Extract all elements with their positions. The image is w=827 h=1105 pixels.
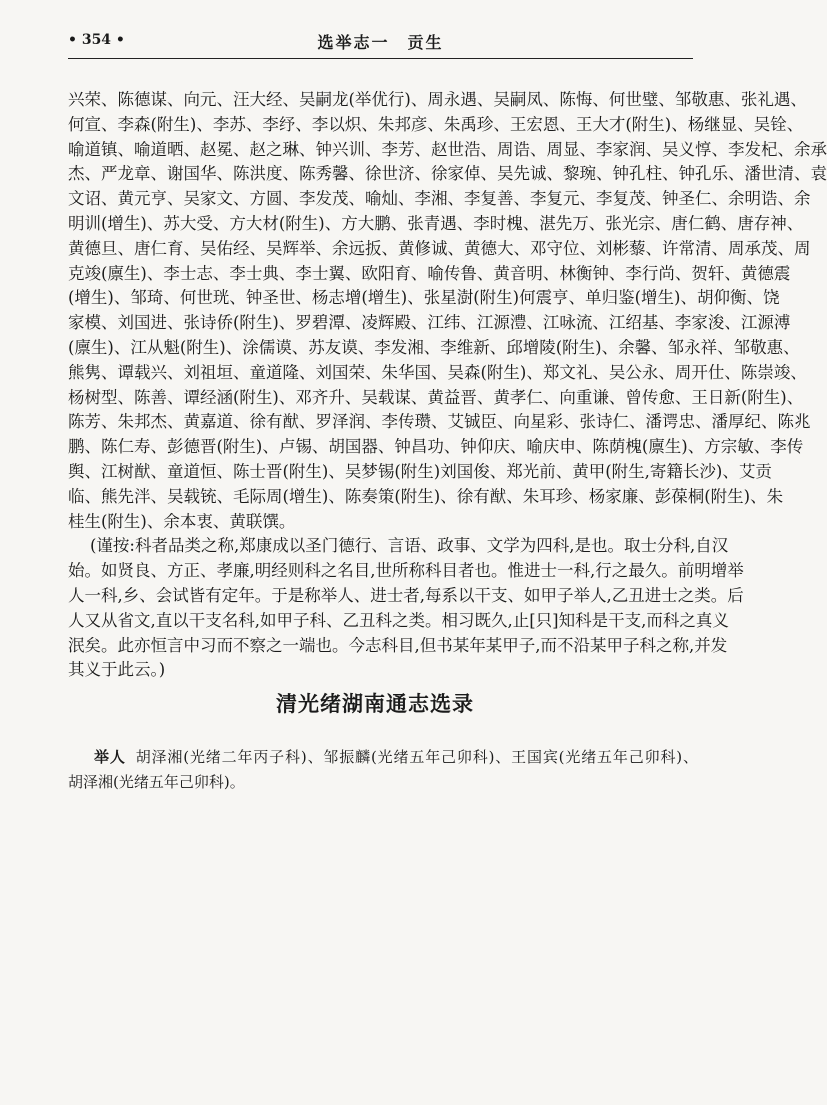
text-line: (谨按:科者品类之称,郑康成以圣门德行、言语、政事、文学为四科,是也。取士分科,自汉 bbox=[90, 536, 729, 556]
text-line: 何宣、李森(附生)、李苏、李纾、李以炽、朱邦彦、朱禹珍、王宏恩、王大才(附生)、杨继显、吴铨、 bbox=[68, 114, 804, 134]
text-line: 人又从省文,直以干支名科,如甲子科、乙丑科之类。相习既久,止[只]知科是干支,而科之真义 bbox=[68, 610, 729, 630]
juren-entry bbox=[68, 745, 698, 795]
section-title: 清光绪湖南通志选录 bbox=[276, 691, 474, 716]
text-line: 明训(增生)、苏大受、方大材(附生)、方大鹏、张青遇、李时槐、湛先万、张光宗、唐仁鹤、唐存神、 bbox=[68, 213, 804, 233]
entry-line bbox=[68, 745, 698, 770]
text-line: 人一科,乡、会试皆有定年。于是称举人、进士者,每系以干支、如甲子举人,乙丑进士之类。后 bbox=[68, 585, 744, 605]
entry-label: 举人 bbox=[94, 748, 126, 766]
body-text bbox=[68, 88, 827, 683]
text-line: 舆、江树猷、童道恒、陈士晋(附生)、吴梦锡(附生)刘国俊、郑光前、黄甲(附生,寄籍长沙)、艾贡 bbox=[68, 461, 772, 481]
text-line: 喻道镇、喻道晒、赵冕、赵之琳、钟兴训、李芳、赵世浩、周诰、周显、李家润、吴义惇、李发杞、余承 bbox=[68, 139, 827, 159]
page-header bbox=[68, 28, 693, 59]
text-line: 始。如贤良、方正、孝廉,明经则科之名目,世所称科目者也。惟进士一科,行之最久。前明增举 bbox=[68, 561, 744, 581]
text-line: 家模、刘国进、张诗侨(附生)、罗碧潭、凌辉殿、江纬、江源澧、江咏流、江绍基、李家浚、江源溥 bbox=[68, 313, 791, 333]
text-line: 陈芳、朱邦杰、黄嘉道、徐有猷、罗泽润、李传瓒、艾铖臣、向星彩、张诗仁、潘谔忠、潘厚纪、陈兆 bbox=[68, 412, 811, 432]
text-line: 杨树型、陈善、谭经涵(附生)、邓齐升、吴载谋、黄益晋、黄孝仁、向重谦、曾传愈、王日新(附生)、 bbox=[68, 387, 804, 407]
text-line: 克竣(廪生)、李士志、李士典、李士翼、欧阳育、喻传鲁、黄音明、林衡钟、李行尚、贺轩、黄德震 bbox=[68, 263, 791, 283]
running-title: 选举志一 贡生 bbox=[317, 33, 444, 52]
entry-line: 胡泽湘(光绪五年己卯科)。 bbox=[68, 772, 245, 791]
entry-text: 胡泽湘(光绪二年丙子科)、邹振麟(光绪五年己卯科)、王国宾(光绪五年己卯科)、 bbox=[135, 748, 698, 766]
text-line: 杰、严龙章、谢国华、陈洪度、陈秀馨、徐世济、徐家倬、吴先诚、黎琬、钟孔柱、钟孔乐、潘世清、袁 bbox=[68, 164, 827, 184]
text-line: 黄德旦、唐仁育、吴佑经、吴辉举、余远扳、黄修诚、黄德大、邓守位、刘彬藜、许常清、周承茂、周 bbox=[68, 238, 811, 258]
text-line: 临、熊先泮、吴载铳、毛际周(增生)、陈奏策(附生)、徐有猷、朱耳珍、杨家廉、彭葆桐(附生)、朱 bbox=[68, 486, 784, 506]
text-line: 兴荣、陈德谋、向元、汪大经、吴嗣龙(举优行)、周永遇、吴嗣凤、陈悔、何世璧、邹敬惠、张礼遇、 bbox=[68, 90, 807, 109]
text-line: 泯矣。此亦恒言中习而不察之一端也。今志科目,但书某年某甲子,而不沿某甲子科之称,并发 bbox=[68, 635, 728, 655]
text-line: 鹏、陈仁寿、彭德晋(附生)、卢锡、胡国器、钟昌功、钟仰庆、喻庆申、陈荫槐(廪生)、方宗敏、李传 bbox=[68, 437, 804, 457]
text-line: 熊隽、谭载兴、刘祖垣、童道隆、刘国荣、朱华国、吴森(附生)、郑文礼、吴公永、周开仕、陈崇竣、 bbox=[68, 362, 807, 382]
text-line: 桂生(附生)、余本衷、黄联馔。 bbox=[68, 511, 296, 531]
text-line: 文诏、黄元亨、吴家文、方圆、李发茂、喻灿、李湘、李复善、李复元、李复茂、钟圣仁、余明诰、余 bbox=[68, 189, 811, 209]
text-line: (廪生)、江从魁(附生)、涂儒谟、苏友谟、李发湘、李维新、邱增陵(附生)、余馨、邹永祥、邹敬惠、 bbox=[68, 337, 800, 357]
text-line: 其义于此云。) bbox=[68, 660, 166, 680]
page-number: • 354 • bbox=[68, 32, 125, 48]
text-line: (增生)、邹琦、何世珖、钟圣世、杨志增(增生)、张星澍(附生)何震亨、单归鉴(增生)、胡仰衡、饶 bbox=[68, 288, 780, 308]
